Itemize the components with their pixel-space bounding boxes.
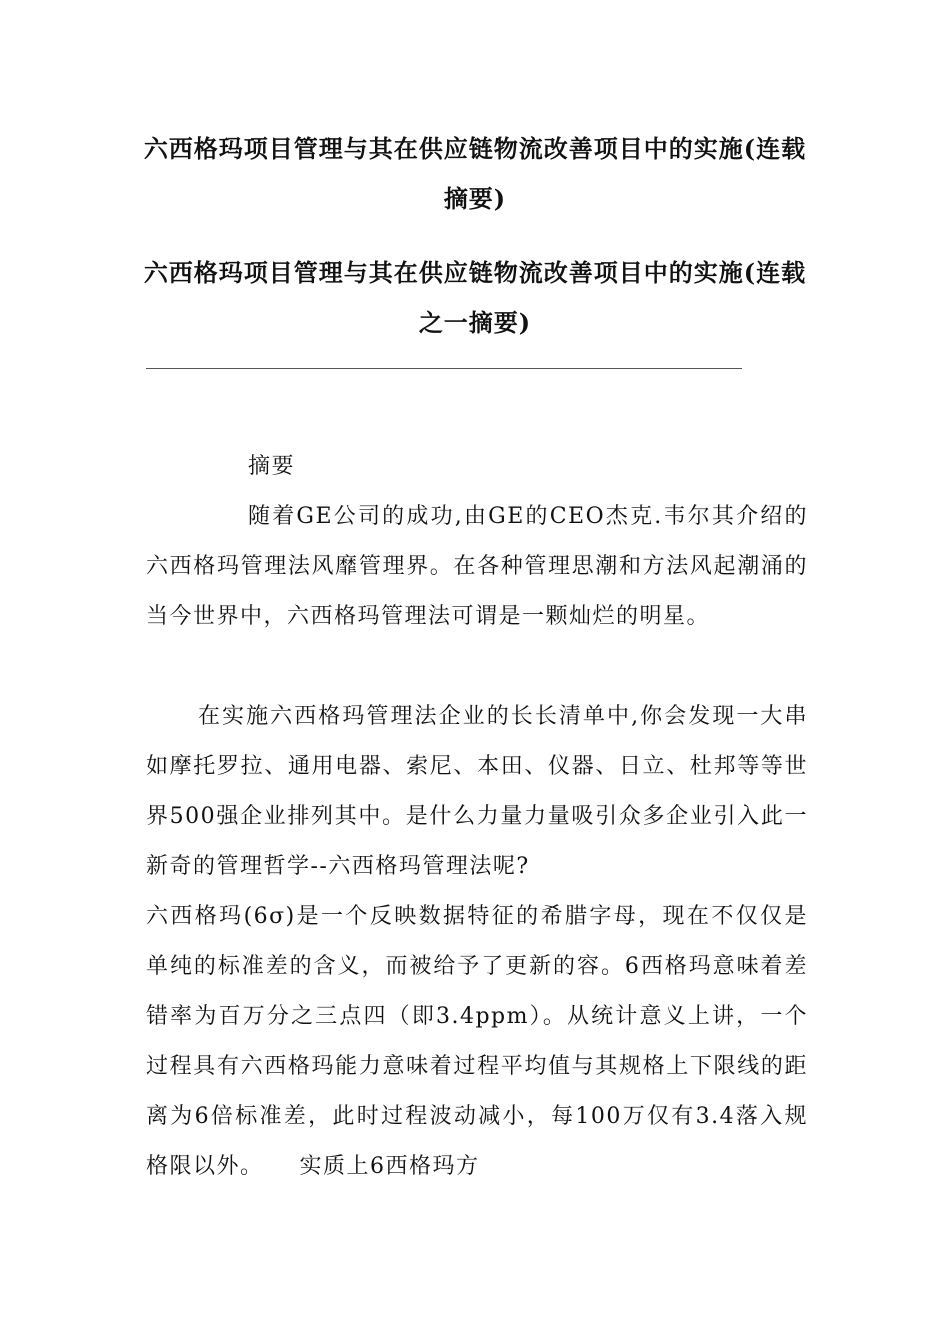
paragraph-intro: 随着GE公司的成功,由GE的CEO杰克.韦尔其介绍的六西格玛管理法风靡管理界。在各种管理思潮和方法风起潮涌的当今世界中，六西格玛管理法可谓是一颗灿烂的明星。 [146, 504, 808, 629]
paragraph-companies: 在实施六西格玛管理法企业的长长清单中,你会发现一大串如摩托罗拉、通用电器、索尼、本田、仪器、日立、杜邦等等世界500强企业排列其中。是什么力量力量吸引众多企业引入此一新奇的管理哲学--六西格玛管理法呢? [146, 704, 808, 879]
title-divider [146, 368, 742, 369]
document-subtitle: 六西格玛项目管理与其在供应链物流改善项目中的实施(连载之一摘要) [143, 258, 807, 337]
document-title: 六西格玛项目管理与其在供应链物流改善项目中的实施(连载摘要) [143, 134, 807, 213]
abstract-heading: 摘要 [248, 454, 296, 479]
paragraph-definition: 六西格玛(6σ)是一个反映数据特征的希腊字母，现在不仅仅是单纯的标准差的含义，而被给予了更新的容。6西格玛意味着差错率为百万分之三点四（即3.4ppm）。从统计意义上讲，一个过程具有六西格玛能力意味着过程平均值与其规格上下限线的距离为6倍标准差，此时过程波动减小，每100万仅有3.4落入规格限以外。 实质上6西格玛方 [146, 904, 808, 1179]
